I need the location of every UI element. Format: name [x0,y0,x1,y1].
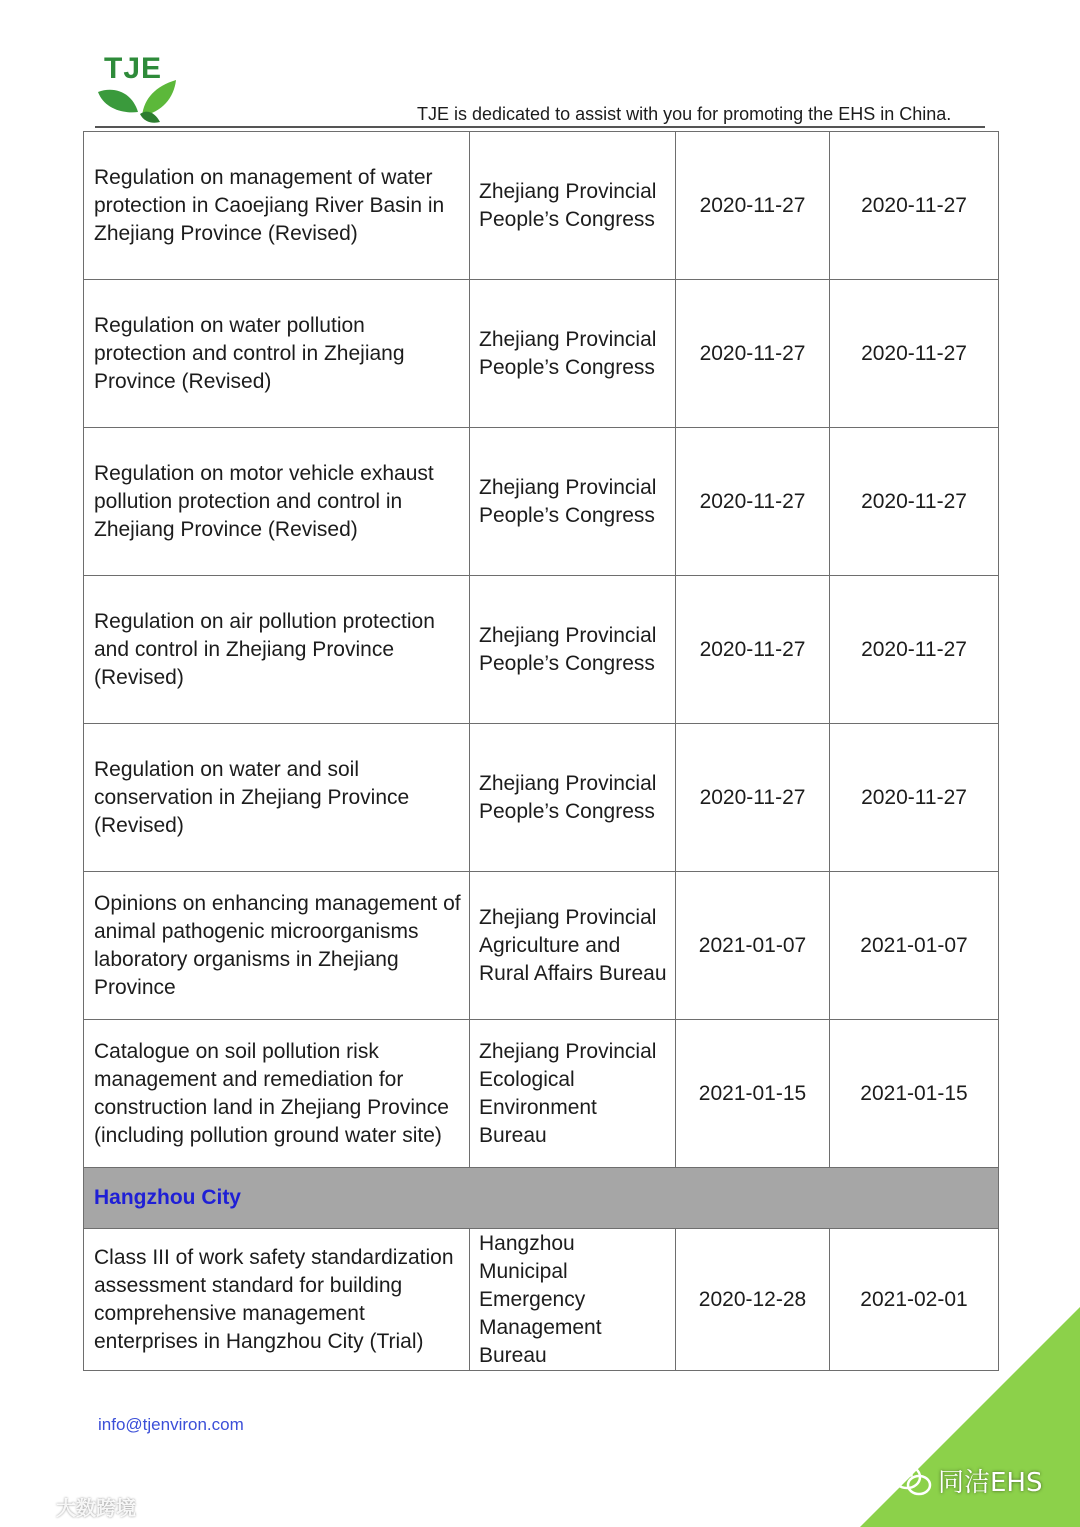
issue-date: 2020-11-27 [676,428,830,576]
issue-date: 2020-11-27 [676,576,830,724]
issuing-authority: Zhejiang Provincial Agriculture and Rural Affairs Bureau [470,872,676,1020]
effective-date: 2020-11-27 [830,428,999,576]
wechat-icon [892,1464,932,1498]
issue-date: 2020-11-27 [676,132,830,280]
effective-date: 2020-11-27 [830,724,999,872]
table-row [84,428,999,576]
effective-date: 2020-11-27 [830,280,999,428]
regulation-title: Regulation on motor vehicle exhaust pollution protection and control in Zhejiang Province (Revised) [84,428,470,576]
table-row [84,280,999,428]
effective-date: 2020-11-27 [830,132,999,280]
regulation-title: Regulation on water and soil conservation in Zhejiang Province (Revised) [84,724,470,872]
table-row [84,724,999,872]
issuing-authority: Zhejiang Provincial People’s Congress [470,280,676,428]
logo-text: TJE [104,52,163,85]
wechat-account-badge [892,1462,1042,1499]
table-row [84,132,999,280]
issue-date: 2020-12-28 [676,1229,830,1371]
effective-date: 2020-11-27 [830,576,999,724]
effective-date: 2021-02-01 [830,1229,999,1371]
issuing-authority: Zhejiang Provincial People’s Congress [470,724,676,872]
regulation-title: Catalogue on soil pollution risk management and remediation for construction land in Zhejiang Province (including pollution ground water site) [84,1020,470,1168]
regulation-title: Regulation on air pollution protection and control in Zhejiang Province (Revised) [84,576,470,724]
watermark [10,1492,136,1521]
header-tagline: TJE is dedicated to assist with you for promoting the EHS in China. [417,104,952,124]
leaf-icon [96,78,182,124]
issuing-authority: Zhejiang Provincial People’s Congress [470,428,676,576]
section-heading: Hangzhou City [84,1168,999,1229]
issuing-authority: Zhejiang Provincial People’s Congress [470,132,676,280]
issue-date: 2021-01-15 [676,1020,830,1168]
issue-date: 2020-11-27 [676,280,830,428]
regulation-title: Regulation on water pollution protection and control in Zhejiang Province (Revised) [84,280,470,428]
regulation-title: Class III of work safety standardization assessment standard for building comprehensive management enterprises in Hangzhou City (Trial) [84,1229,470,1371]
wechat-account-name: 同洁EHS [938,1468,1043,1498]
watermark-text: 大数跨境 [56,1496,136,1520]
issuing-authority: Zhejiang Provincial People’s Congress [470,576,676,724]
watermark-logo-icon [10,1495,50,1519]
effective-date: 2021-01-15 [830,1020,999,1168]
header-divider [95,126,985,128]
issuing-authority: Zhejiang Provincial Ecological Environment Bureau [470,1020,676,1168]
regulation-title: Regulation on management of water protection in Caoejiang River Basin in Zhejiang Province (Revised) [84,132,470,280]
issuing-authority: Hangzhou Municipal Emergency Management Bureau [470,1229,676,1371]
table-row [84,872,999,1020]
section-header-row [84,1168,999,1229]
contact-email-link[interactable]: info@tjenviron.com [98,1415,244,1434]
issue-date: 2020-11-27 [676,724,830,872]
tje-logo [96,52,186,124]
table-row [84,576,999,724]
regulation-title: Opinions on enhancing management of animal pathogenic microorganisms laboratory organisms in Zhejiang Province [84,872,470,1020]
issue-date: 2021-01-07 [676,872,830,1020]
regulations-table [83,131,999,1371]
table-row [84,1020,999,1168]
effective-date: 2021-01-07 [830,872,999,1020]
